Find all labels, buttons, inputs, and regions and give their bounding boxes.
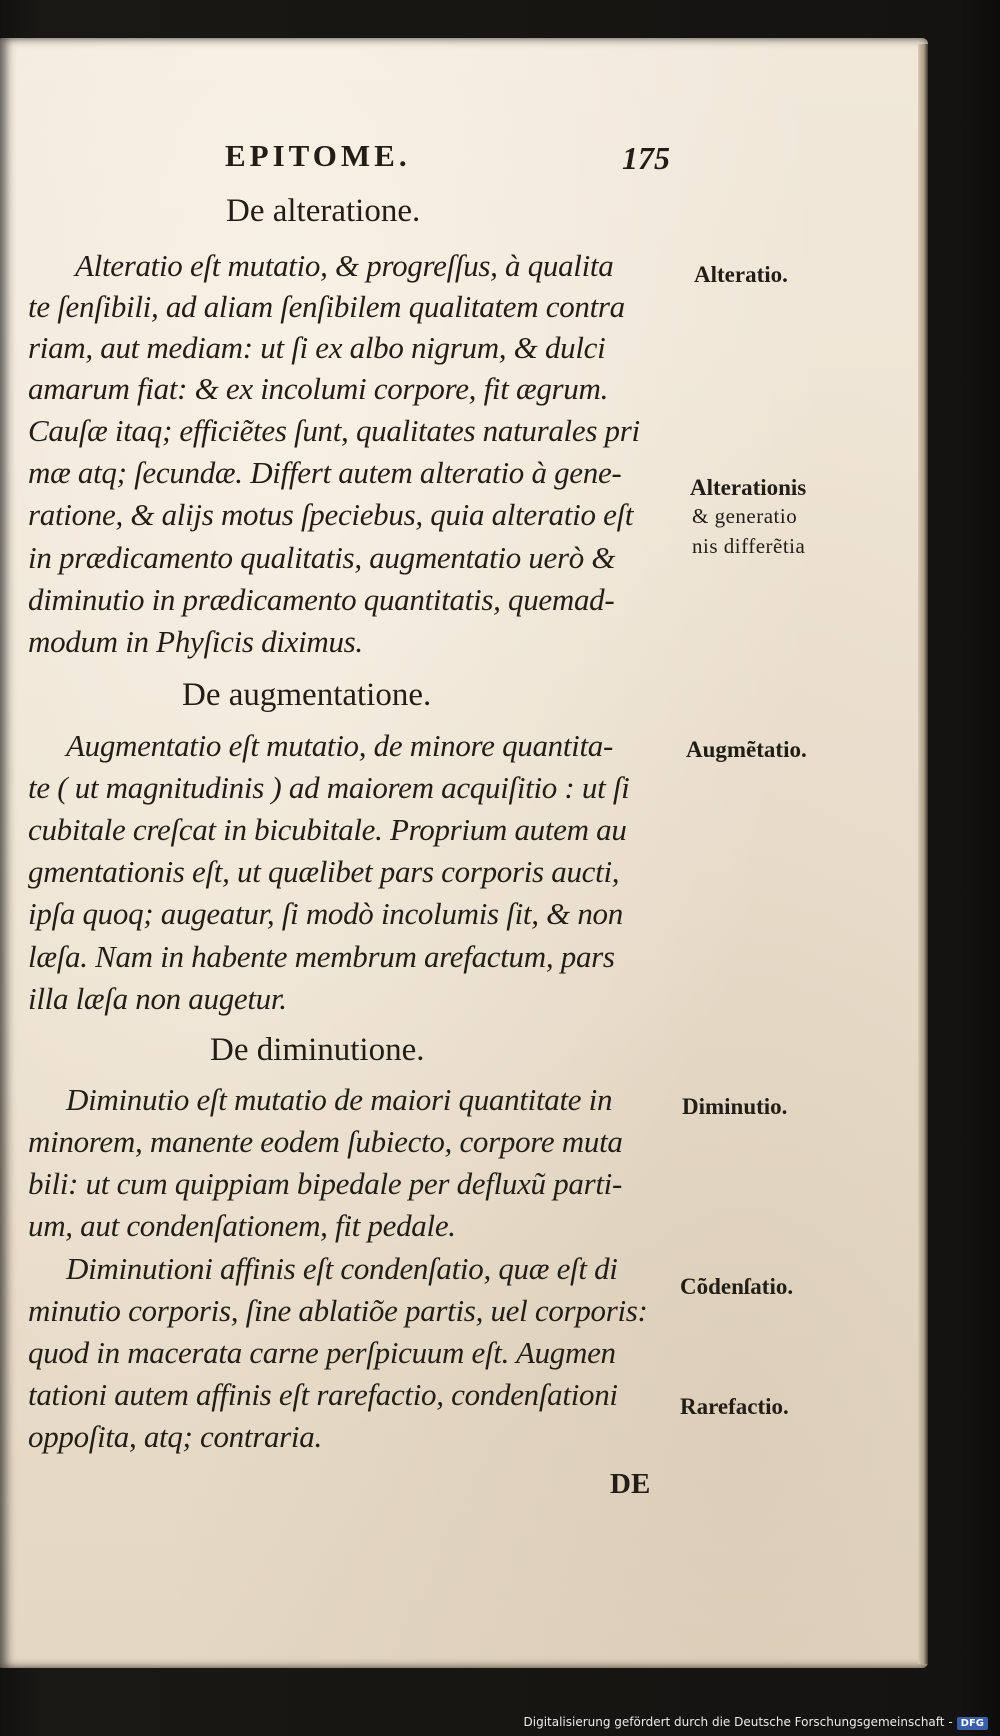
digitization-credit (524, 1715, 989, 1730)
body-line: in prædicamento qualitatis, augmentatio uerò & (28, 540, 616, 575)
body-line: te ( ut magnitudinis ) ad maiorem acquiſitio : ut ſi (28, 770, 630, 805)
body-line: minorem, manente eodem ſubiecto, corpore muta (28, 1124, 623, 1159)
body-line: mæ atq; ſecundæ. Differt autem alteratio à gene- (28, 455, 622, 490)
body-line: Cauſæ itaq; efficiẽtes ſunt, qualitates naturales pri (28, 413, 640, 448)
marginal-note-alterationis: Alterationis (690, 475, 807, 500)
catchword: DE (610, 1468, 651, 1500)
page-number: 175 (622, 140, 670, 176)
body-line: te ſenſibili, ad aliam ſenſibilem qualitatem contra (28, 289, 625, 324)
marginal-note-differentia: nis differẽtia (692, 534, 806, 558)
body-line: amarum fiat: & ex incolumi corpore, fit ægrum. (28, 371, 609, 406)
body-line: gmentationis eſt, ut quælibet pars corporis aucti, (28, 854, 620, 889)
body-line: ratione, & alijs motus ſpeciebus, quia alteratio eſt (28, 497, 634, 532)
body-line: Alteratio eſt mutatio, & progreſſus, à qualita (75, 248, 614, 283)
body-line: riam, aut mediam: ut ſi ex albo nigrum, & dulci (28, 330, 606, 365)
body-line: quod in macerata carne perſpicuum eſt. Augmen (28, 1335, 616, 1370)
body-line: tationi autem affinis eſt rarefactio, condenſationi (28, 1377, 618, 1412)
body-line: Diminutioni affinis eſt condenſatio, quæ eſt di (66, 1251, 618, 1286)
digitization-credit-text: Digitalisierung gefördert durch die Deutsche Forschungsgemeinschaft - (523, 1715, 953, 1729)
marginal-note-augmentatio: Augmẽtatio. (686, 737, 807, 762)
marginal-note-condensatio: Cõdenſatio. (680, 1274, 794, 1299)
section-heading-diminutione: De diminutione. (210, 1032, 425, 1068)
body-line: illa læſa non augetur. (28, 981, 287, 1016)
page-edge (918, 44, 928, 1664)
marginal-note-generationis: & generatio (692, 504, 798, 528)
section-heading-alteratione: De alteratione. (226, 193, 421, 229)
body-line: bili: ut cum quippiam bipedale per defluxũ parti- (28, 1166, 623, 1201)
running-head: EPITOME. (225, 138, 411, 173)
marginal-note-diminutio: Diminutio. (682, 1094, 788, 1119)
body-line: oppoſita, atq; contraria. (28, 1419, 322, 1454)
section-heading-augmentatione: De augmentatione. (182, 677, 432, 713)
body-line: cubitale creſcat in bicubitale. Proprium autem au (28, 812, 627, 847)
body-line: læſa. Nam in habente membrum arefactum, pars (28, 939, 615, 974)
body-line: Augmentatio eſt mutatio, de minore quantita- (66, 728, 614, 763)
dfg-logo: DFG (957, 1717, 988, 1730)
marginal-note-rarefactio: Rarefactio. (680, 1394, 789, 1419)
body-line: um, aut condenſationem, fit pedale. (28, 1208, 456, 1243)
body-line: diminutio in prædicamento quantitatis, quemad- (28, 582, 615, 617)
body-line: minutio corporis, ſine ablatiõe partis, uel corporis: (28, 1293, 648, 1328)
body-line: Diminutio eſt mutatio de maiori quantitate in (66, 1082, 613, 1117)
body-line: ipſa quoq; augeatur, ſi modò incolumis ſit, & non (28, 896, 623, 931)
body-line: modum in Phyſicis diximus. (28, 624, 363, 659)
marginal-note-alteratio: Alteratio. (694, 262, 788, 287)
